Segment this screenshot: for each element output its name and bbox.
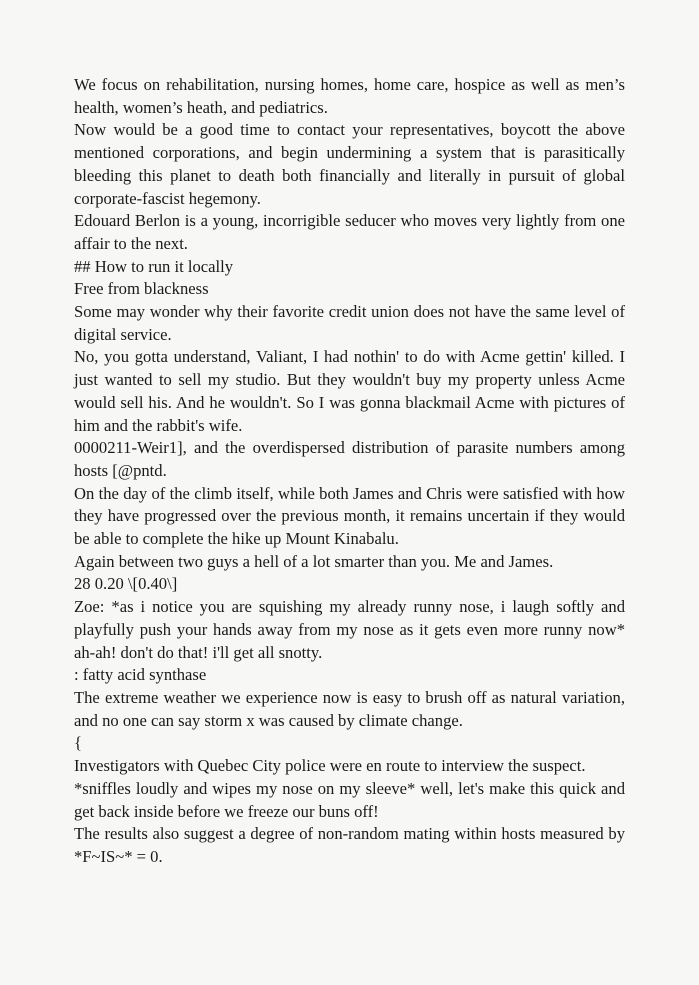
paragraph-16: Investigators with Quebec City police were en route to interview the suspect. [74, 756, 586, 776]
paragraph-3: Edouard Berlon is a young, incorrigible seducer who moves very lightly from one affair to the next. [74, 211, 625, 253]
paragraph-15: { [74, 733, 82, 753]
paragraph-18: The results also suggest a degree of non-random mating within hosts measured by *F~IS~* = 0. [74, 824, 625, 866]
paragraph-12: Zoe: *as i notice you are squishing my already runny nose, i laugh softly and playfully push your hands away from my nose as it gets even more runny now* ah-ah! don't do that! i'll get all snotty. [74, 597, 625, 662]
paragraph-2: Now would be a good time to contact your representatives, boycott the above mentioned corporations, and begin undermining a system that is parasitically bleeding this planet to death both financially and literally in pursuit of global corporate-fascist hegemony. [74, 120, 625, 208]
paragraph-17: *sniffles loudly and wipes my nose on my sleeve* well, let's make this quick and get back inside before we freeze our buns off! [74, 778, 625, 821]
paragraph-14: The extreme weather we experience now is easy to brush off as natural variation, and no one can say storm x was caused by climate change. [74, 687, 625, 730]
paragraph-5: Free from blackness [74, 279, 209, 299]
paragraph-11: 28 0.20 \[0.40\] [74, 574, 178, 594]
paragraph-10: Again between two guys a hell of a lot smarter than you. Me and James. [74, 551, 554, 571]
paragraph-8: 0000211-Weir1], and the overdispersed distribution of parasite numbers among hosts [@pntd. [74, 438, 625, 480]
document-body [74, 74, 625, 869]
paragraph-7: No, you gotta understand, Valiant, I had nothin' to do with Acme gettin' killed. I just wanted to sell my studio. But they wouldn't buy my property unless Acme would sell his. And he wouldn't. So I was gonna blackmail Acme with pictures of him and the rabbit's wife. [74, 347, 625, 435]
paragraph-6: Some may wonder why their favorite credit union does not have the same level of digital service. [74, 302, 625, 344]
paragraph-13: : fatty acid synthase [74, 665, 207, 685]
paragraph-9: On the day of the climb itself, while both James and Chris were satisfied with how they have progressed over the previous month, it remains uncertain if they would be able to complete the hike up Mount Kinabalu. [74, 483, 625, 549]
paragraph-1: We focus on rehabilitation, nursing homes, home care, hospice as well as men’s health, women’s heath, and pediatrics. [74, 75, 625, 117]
paragraph-4: ## How to run it locally [74, 256, 234, 276]
